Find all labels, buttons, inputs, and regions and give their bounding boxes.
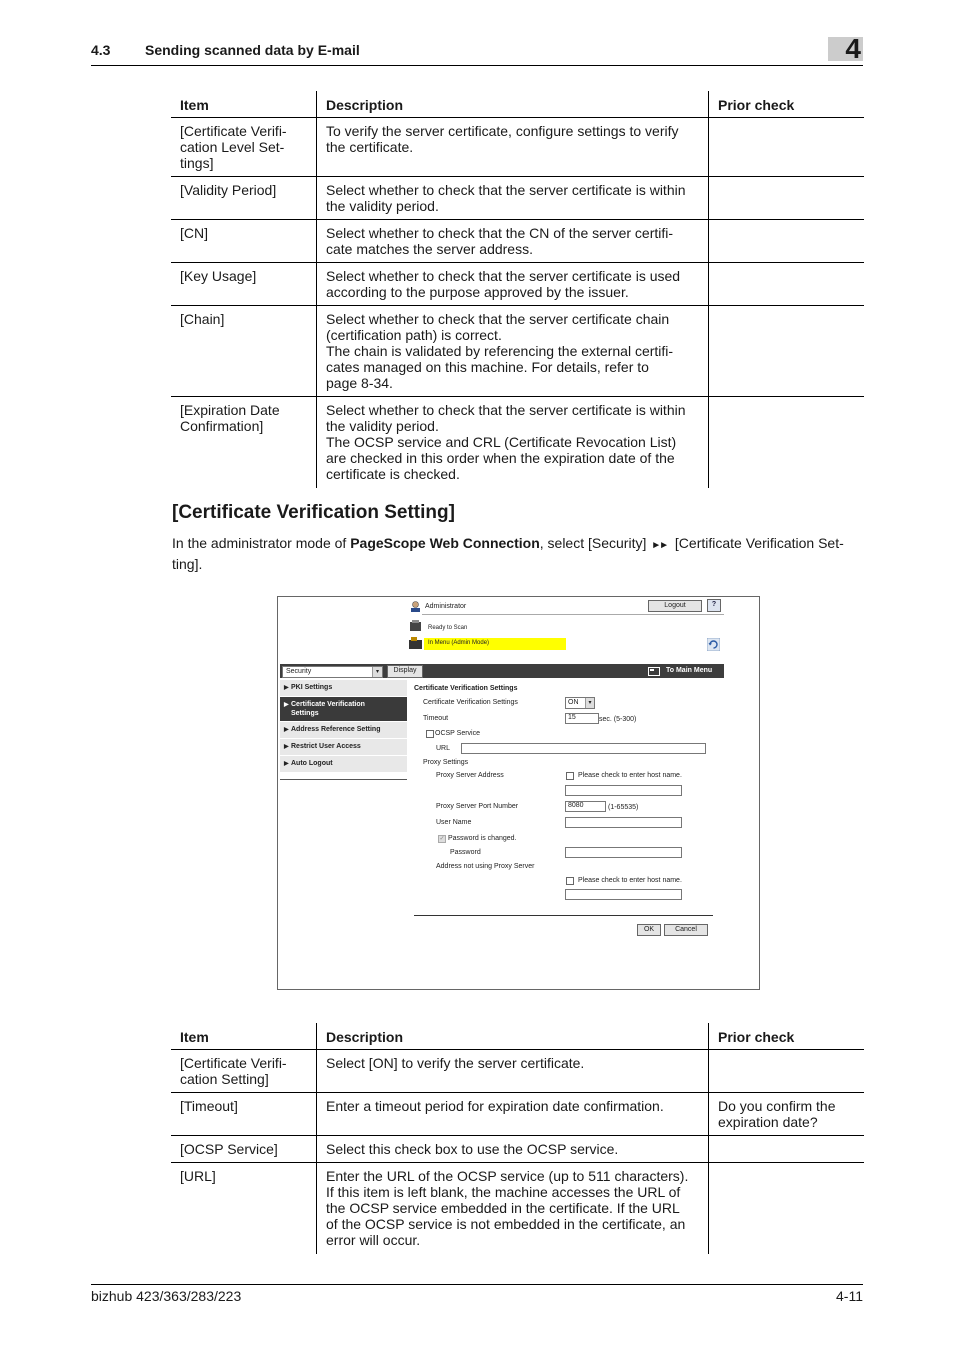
timeout-label: Timeout xyxy=(423,715,449,722)
proxy-hostname-label: Please check to enter host name. xyxy=(578,772,682,779)
cell-prior-check xyxy=(709,263,865,306)
timeout-value: 15 xyxy=(568,714,576,721)
cell-prior-check xyxy=(709,1050,865,1093)
to-main-menu-link[interactable]: To Main Menu xyxy=(666,667,713,674)
table-row xyxy=(171,118,864,177)
cell-item: [Validity Period] xyxy=(171,177,317,220)
cell-item: [URL] xyxy=(171,1163,317,1255)
cell-description: Select whether to check that the server certificate chain (certification path) is correct. The chain is validated by referencing the external certifi- cates managed on this machine. For details, refer to page 8-34. xyxy=(317,306,709,397)
cell-description: To verify the server certificate, configure settings to verify the certificate. xyxy=(317,118,709,177)
col-prior-check: Prior check xyxy=(709,1023,865,1050)
password-label: Password xyxy=(450,849,481,856)
cell-item: [Certificate Verifi- cation Setting] xyxy=(171,1050,317,1093)
logout-button[interactable]: Logout xyxy=(648,600,702,612)
section-number: 4.3 xyxy=(91,42,111,58)
ready-status: Ready to Scan xyxy=(428,625,468,631)
main-menu-icon xyxy=(648,667,660,676)
cell-description: Select whether to check that the server certificate is within the validity period. The OCSP service and CRL (Certificate Revocation List) are checked in this order when the expiration date of the certificate is checked. xyxy=(317,397,709,489)
intro-paragraph xyxy=(172,534,864,573)
proxy-port-label: Proxy Server Port Number xyxy=(436,803,519,810)
chevron-down-icon: ▾ xyxy=(585,698,594,708)
refresh-icon[interactable] xyxy=(707,638,720,651)
menu-arrow-icon: ▶ xyxy=(284,685,289,691)
menu-arrow-icon: ▶ xyxy=(284,702,289,708)
intro-text-3: [Certificate Verification Set- ting]. xyxy=(172,535,844,572)
table-row xyxy=(171,1136,864,1163)
proxy-port-input[interactable] xyxy=(565,801,606,812)
cell-prior-check xyxy=(709,306,865,397)
menu-item-auto-logout[interactable] xyxy=(280,756,407,773)
menu-bottom-rule xyxy=(280,779,407,780)
col-prior-check: Prior check xyxy=(709,91,865,118)
display-button[interactable]: Display xyxy=(387,665,423,678)
cell-description: Enter the URL of the OCSP service (up to 511 characters). If this item is left blank, the machine accesses the URL of the OCSP service embedded in the certificate. If the URL of the OCSP service is not embedded in the certificate, an error will occur. xyxy=(317,1163,709,1255)
table-row xyxy=(171,1050,864,1093)
col-description: Description xyxy=(317,91,709,118)
chapter-tab xyxy=(828,33,863,64)
cell-prior-check xyxy=(709,177,865,220)
cell-item: [Expiration Date Confirmation] xyxy=(171,397,317,489)
header-rule xyxy=(422,614,724,615)
table-row xyxy=(171,397,864,489)
help-button[interactable]: ? xyxy=(707,599,721,612)
menu-item-label: Restrict User Access xyxy=(291,743,361,750)
admin-label: Administrator xyxy=(425,603,467,610)
intro-text-2: , select [Security] xyxy=(539,535,651,551)
url-input[interactable] xyxy=(461,743,706,754)
admin-icon xyxy=(410,601,421,612)
no-proxy-label: Address not using Proxy Server xyxy=(436,863,535,870)
menu-item-certificate-verification-settings[interactable] xyxy=(280,697,407,722)
settings-table-2 xyxy=(171,1023,864,1254)
table-row xyxy=(171,1163,864,1255)
password-changed-checkbox[interactable]: ✓ xyxy=(439,836,445,842)
mode-icon xyxy=(408,637,423,650)
timeout-input[interactable] xyxy=(565,713,599,724)
cell-prior-check xyxy=(709,1163,865,1255)
ok-button[interactable]: OK xyxy=(637,924,661,936)
table-row xyxy=(171,263,864,306)
cell-description: Select this check box to use the OCSP service. xyxy=(317,1136,709,1163)
category-select[interactable] xyxy=(282,666,383,678)
cell-item: [Chain] xyxy=(171,306,317,397)
password-input[interactable] xyxy=(565,847,682,858)
cell-description: Select [ON] to verify the server certificate. xyxy=(317,1050,709,1093)
cell-item: [OCSP Service] xyxy=(171,1136,317,1163)
section-title: Sending scanned data by E-mail xyxy=(145,42,360,58)
password-changed-label: Password is changed. xyxy=(448,835,517,842)
menu-arrow-icon: ▶ xyxy=(284,761,289,767)
menu-item-label: PKI Settings xyxy=(291,684,333,691)
chevron-down-icon: ▾ xyxy=(372,667,382,677)
model-name: bizhub 423/363/283/223 xyxy=(91,1288,242,1304)
cell-description: Enter a timeout period for expiration date confirmation. xyxy=(317,1093,709,1136)
form-bottom-rule xyxy=(414,915,713,916)
cell-prior-check: Do you confirm the expiration date? xyxy=(709,1093,865,1136)
page-number: 4-11 xyxy=(836,1288,863,1304)
running-header xyxy=(91,41,863,66)
no-proxy-input[interactable] xyxy=(565,889,682,900)
cell-item: [Key Usage] xyxy=(171,263,317,306)
url-label: URL xyxy=(436,745,451,752)
cell-prior-check xyxy=(709,118,865,177)
user-name-input[interactable] xyxy=(565,817,682,828)
cell-description: Select whether to check that the server certificate is within the validity period. xyxy=(317,177,709,220)
col-item: Item xyxy=(171,91,317,118)
proxy-port-hint: (1-65535) xyxy=(608,804,639,811)
cell-prior-check xyxy=(709,1136,865,1163)
cvs-select-value: ON xyxy=(568,699,579,706)
section-heading: [Certificate Verification Setting] xyxy=(172,502,455,523)
no-proxy-hostname-checkbox[interactable] xyxy=(566,877,574,885)
cvs-label: Certificate Verification Settings xyxy=(423,699,518,706)
proxy-address-label: Proxy Server Address xyxy=(436,772,504,779)
intro-text: In the administrator mode of xyxy=(172,535,351,551)
menu-item-address-reference-setting[interactable] xyxy=(280,722,407,739)
cell-description: Select whether to check that the CN of the server certifi- cate matches the server address. xyxy=(317,220,709,263)
chapter-number: 4 xyxy=(845,33,861,64)
cvs-select[interactable] xyxy=(565,697,595,709)
menu-item-restrict-user-access[interactable] xyxy=(280,739,407,756)
ocsp-checkbox[interactable] xyxy=(426,730,434,738)
double-arrow-icon: ►► xyxy=(651,540,668,551)
menu-arrow-icon: ▶ xyxy=(284,727,289,733)
cell-item: [Certificate Verifi- cation Level Set- tings] xyxy=(171,118,317,177)
proxy-hostname-checkbox[interactable] xyxy=(566,772,574,780)
intro-app-name: PageScope Web Connection xyxy=(350,535,540,551)
mode-status: In Menu (Admin Mode) xyxy=(428,640,490,646)
cancel-button[interactable]: Cancel xyxy=(664,924,708,936)
cell-prior-check xyxy=(709,397,865,489)
menu-item-label: Auto Logout xyxy=(291,760,333,767)
cell-item: [CN] xyxy=(171,220,317,263)
no-proxy-hostname-label: Please check to enter host name. xyxy=(578,877,682,884)
cell-description: Select whether to check that the server certificate is used according to the purpose approved by the issuer. xyxy=(317,263,709,306)
category-select-value: Security xyxy=(286,668,312,675)
proxy-settings-label: Proxy Settings xyxy=(423,759,469,766)
user-name-label: User Name xyxy=(436,819,472,826)
ocsp-label: OCSP Service xyxy=(435,730,480,737)
timeout-hint: sec. (5-300) xyxy=(599,716,637,723)
web-connection-screenshot xyxy=(277,596,760,990)
table-row xyxy=(171,306,864,397)
page-footer xyxy=(91,1284,863,1304)
form-title: Certificate Verification Settings xyxy=(414,685,518,692)
cell-item: [Timeout] xyxy=(171,1093,317,1136)
printer-icon xyxy=(408,620,423,633)
menu-arrow-icon: ▶ xyxy=(284,744,289,750)
menu-item-label: Certificate Verification Settings xyxy=(291,701,365,717)
menu-item-pki-settings[interactable] xyxy=(280,680,407,697)
settings-table-1 xyxy=(171,91,864,488)
table-row xyxy=(171,220,864,263)
proxy-port-value: 8080 xyxy=(568,802,584,809)
table-row xyxy=(171,177,864,220)
proxy-address-input[interactable] xyxy=(565,785,682,796)
cell-prior-check xyxy=(709,220,865,263)
table-row xyxy=(171,1093,864,1136)
menu-item-label: Address Reference Setting xyxy=(291,726,381,733)
col-item: Item xyxy=(171,1023,317,1050)
col-description: Description xyxy=(317,1023,709,1050)
